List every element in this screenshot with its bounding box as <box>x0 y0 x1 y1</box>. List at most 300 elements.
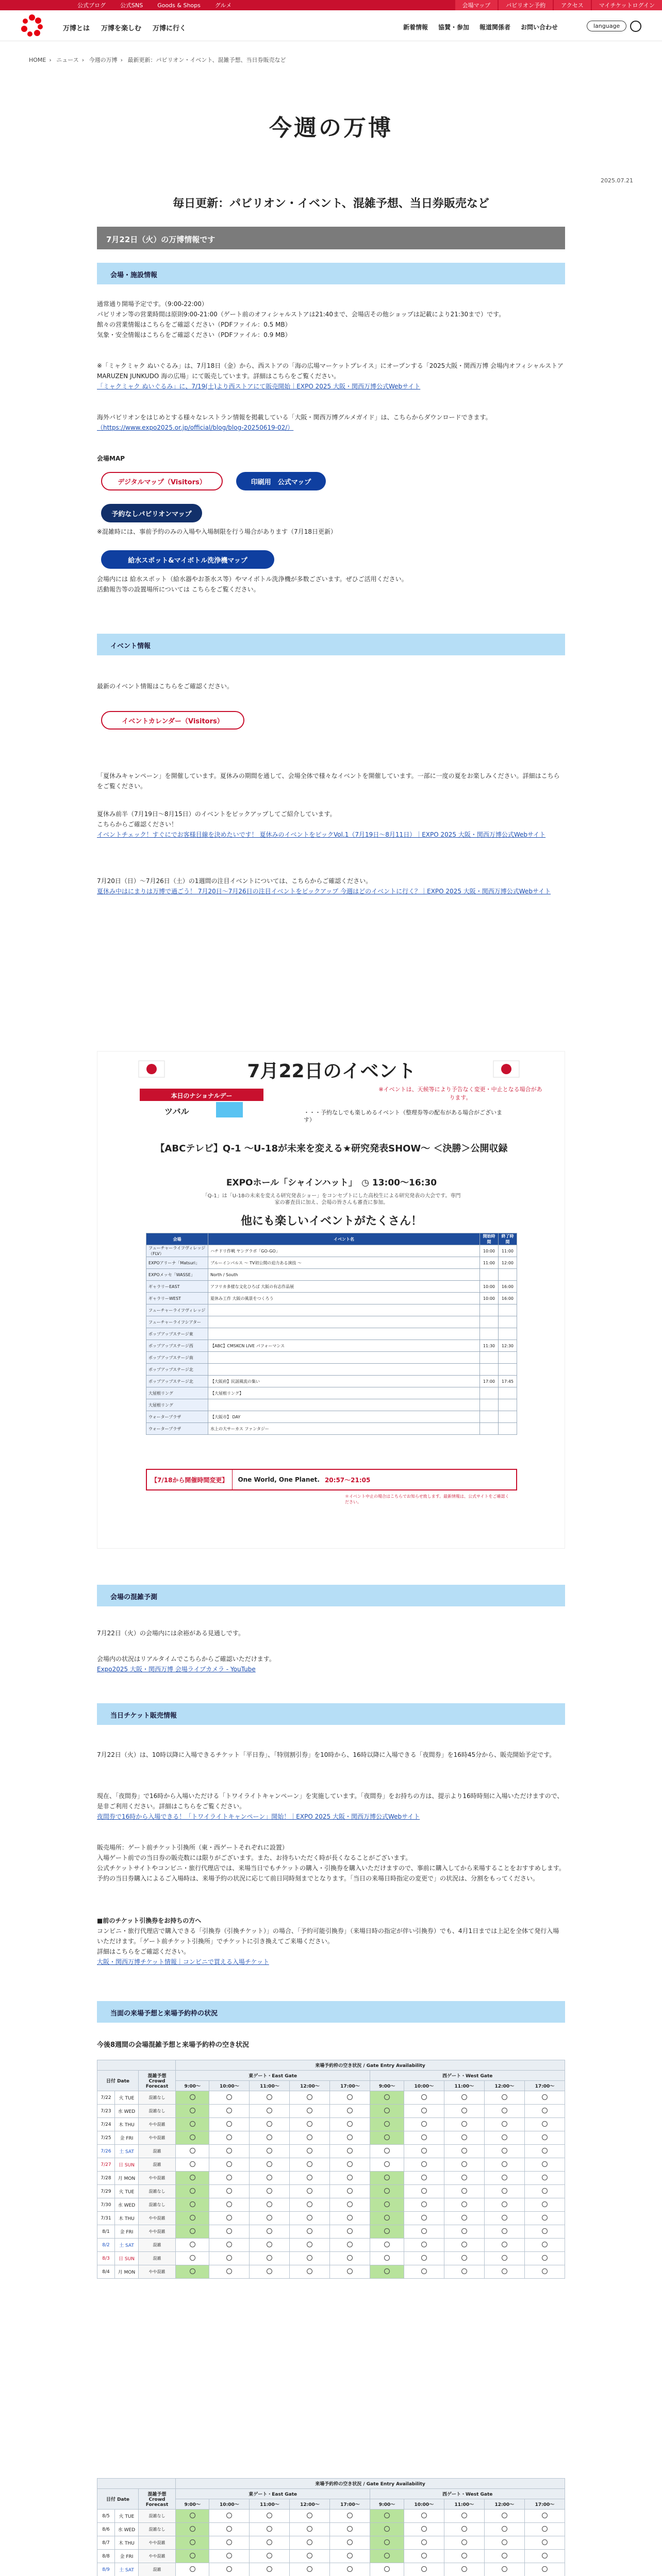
slot-cell <box>444 2212 484 2225</box>
slot-cell <box>404 2563 444 2576</box>
availability-circle-icon <box>461 2175 467 2180</box>
availability-circle-icon <box>267 2215 272 2221</box>
event-calendar-button[interactable]: イベントカレンダー（Visitors） <box>101 711 244 730</box>
tuvalu-flag-icon <box>216 1102 243 1117</box>
slot-cell <box>524 2239 565 2252</box>
event-time-cell: 16:00 <box>499 1281 517 1293</box>
availability-table-1 <box>97 2060 565 2279</box>
slot-cell <box>484 2536 524 2550</box>
slot-cell <box>370 2118 404 2131</box>
slot-cell <box>209 2105 250 2118</box>
event-time-cell <box>499 1423 517 1435</box>
summer-pickup-link[interactable]: イベントチェック！すぐにでお客様目線を決めたいです！ 夏休みのイベントをピックVol.1（7月19日～8月11日）｜EXPO 2025 大阪・関西万博公式Webサイト <box>97 831 546 838</box>
availability-circle-icon <box>421 2094 427 2100</box>
slot-cell <box>209 2225 250 2239</box>
slot-cell <box>444 2172 484 2185</box>
availability-circle-icon <box>542 2539 548 2545</box>
slot-cell <box>484 2212 524 2225</box>
availability-circle-icon <box>307 2134 312 2140</box>
slot-cell <box>524 2563 565 2576</box>
slot-cell <box>484 2239 524 2252</box>
table-row <box>97 2145 565 2158</box>
availability-circle-icon <box>421 2553 427 2558</box>
date-cell: 7/27 <box>97 2158 115 2172</box>
availability-circle-icon <box>502 2526 507 2532</box>
slot-cell <box>176 2145 209 2158</box>
availability-circle-icon <box>384 2134 390 2140</box>
event-poster <box>97 1051 565 1549</box>
weekday-cell: 日 SUN <box>115 2252 139 2265</box>
availability-circle-icon <box>421 2134 427 2140</box>
slot-cell <box>524 2145 565 2158</box>
slot-cell <box>484 2550 524 2563</box>
event-venue-cell: ウォータープラザ <box>146 1423 208 1435</box>
slot-cell <box>484 2252 524 2265</box>
breadcrumb: HOME › ニュース › 今週の万博 › 最新更新：パビリオン・イベント、混雑予想、当日券販売など <box>29 57 286 63</box>
slot-cell <box>444 2563 484 2576</box>
slot-cell <box>290 2536 330 2550</box>
slot-cell <box>176 2510 209 2523</box>
availability-circle-icon <box>190 2513 195 2518</box>
table-header: 会場 <box>146 1233 208 1245</box>
time-slot-header: 11:00〜 <box>444 2081 484 2091</box>
gourmet-info-text: 海外パビリオンをはじめとする様々なレストラン情報を掲載している「大阪・関西万博グルメガイド」は、こちらからダウンロードできます。 （https://www.expo2025.or.jp/official/blog/blog-20250619-02/） <box>97 414 492 431</box>
table-row <box>97 2198 565 2212</box>
weekday-cell: 土 SAT <box>115 2145 139 2158</box>
event-name-cell <box>208 1304 480 1316</box>
slot-cell <box>484 2523 524 2536</box>
availability-circle-icon <box>542 2513 548 2518</box>
event-name-cell: 【大阪市】 DAY <box>208 1411 480 1423</box>
date-cell: 7/26 <box>97 2145 115 2158</box>
availability-circle-icon <box>384 2268 390 2274</box>
availability-circle-icon <box>421 2566 427 2572</box>
table-row <box>146 1364 517 1376</box>
availability-circle-icon <box>542 2108 548 2113</box>
availability-circle-icon <box>502 2134 507 2140</box>
availability-circle-icon <box>542 2526 548 2532</box>
water-facility-link[interactable]: 活動報告等の設置場所については こちらをご覧ください。 <box>97 586 260 593</box>
forecast-cell: 混雑なし <box>139 2185 176 2198</box>
availability-circle-icon <box>347 2255 353 2261</box>
date-cell: 8/5 <box>97 2510 115 2523</box>
event-name-cell: North / South <box>208 1269 480 1281</box>
date-cell: 7/22 <box>97 2091 115 2105</box>
table-row <box>97 2225 565 2239</box>
slot-cell <box>404 2105 444 2118</box>
availability-circle-icon <box>190 2215 195 2221</box>
availability-circle-icon <box>421 2255 427 2261</box>
weekday-cell: 木 THU <box>115 2118 139 2131</box>
availability-circle-icon <box>347 2526 353 2532</box>
availability-circle-icon <box>190 2526 195 2532</box>
table-row <box>97 2563 565 2576</box>
search-icon[interactable] <box>630 21 641 32</box>
event-time-cell: 10:00 <box>480 1293 499 1304</box>
breadcrumb-news[interactable]: ニュース <box>56 57 79 63</box>
availability-circle-icon <box>421 2188 427 2194</box>
slot-cell <box>370 2185 404 2198</box>
availability-circle-icon <box>267 2121 272 2127</box>
forecast-header: 混雑予想 Crowd Forecast <box>139 2489 176 2510</box>
topbar-my-ticket-login-button[interactable]: マイチケットログイン <box>592 0 662 10</box>
night-show-banner: 【7/18から開催時間変更】 One World, One Planet. 20:57〜21:05 <box>146 1469 517 1490</box>
event-time-cell: 11:00 <box>499 1245 517 1257</box>
availability-circle-icon <box>267 2188 272 2194</box>
event-venue-cell: フューチャーライフシアター <box>146 1316 208 1328</box>
slot-cell <box>176 2265 209 2279</box>
availability-circle-icon <box>190 2148 195 2154</box>
slot-cell <box>330 2131 370 2145</box>
slot-cell <box>524 2510 565 2523</box>
slot-cell <box>524 2252 565 2265</box>
availability-circle-icon <box>384 2215 390 2221</box>
live-camera-link[interactable]: Expo2025 大阪・関西万博 会場ライブカメラ - YouTube <box>97 1666 256 1673</box>
table-row <box>146 1387 517 1399</box>
date-cell: 7/23 <box>97 2105 115 2118</box>
event-latest-text: 最新のイベント情報はこちらをご確認ください。 <box>97 683 234 690</box>
slot-cell <box>444 2158 484 2172</box>
topbar-right-group <box>454 0 662 10</box>
slot-cell <box>444 2091 484 2105</box>
slot-cell <box>290 2185 330 2198</box>
time-slot-header: 17:00〜 <box>524 2499 565 2510</box>
availability-circle-icon <box>384 2161 390 2167</box>
availability-circle-icon <box>347 2215 353 2221</box>
availability-circle-icon <box>384 2108 390 2113</box>
breadcrumb-home[interactable]: HOME <box>29 57 46 63</box>
slot-cell <box>444 2185 484 2198</box>
slot-cell <box>524 2091 565 2105</box>
event-time-cell: 16:00 <box>499 1293 517 1304</box>
availability-circle-icon <box>384 2566 390 2572</box>
section-venue-info-heading: 会場・施設情報 <box>97 263 565 284</box>
table-row <box>146 1352 517 1364</box>
forecast-cell: やや混雑 <box>139 2225 176 2239</box>
forecast-header: 混雑予想 Crowd Forecast <box>139 2071 176 2091</box>
nav-participation[interactable]: 協賛・参加 <box>438 24 470 31</box>
table-row <box>97 2118 565 2131</box>
availability-circle-icon <box>267 2513 272 2518</box>
nav-press[interactable]: 報道関係者 <box>479 24 511 31</box>
availability-circle-icon <box>347 2513 353 2518</box>
availability-circle-icon <box>190 2228 195 2234</box>
availability-circle-icon <box>502 2201 507 2207</box>
availability-circle-icon <box>461 2513 467 2518</box>
event-name-cell <box>208 1399 480 1411</box>
slot-cell <box>250 2185 290 2198</box>
slot-cell <box>290 2118 330 2131</box>
slot-cell <box>370 2550 404 2563</box>
table-row <box>97 2131 565 2145</box>
availability-circle-icon <box>307 2513 312 2518</box>
slot-cell <box>209 2252 250 2265</box>
availability-circle-icon <box>421 2513 427 2518</box>
table-header: 来場予約枠の空き状況 / Gate Entry Availability <box>176 2479 565 2489</box>
slot-cell <box>370 2158 404 2172</box>
expo-logo-icon[interactable] <box>20 13 44 38</box>
weekday-cell: 土 SAT <box>115 2239 139 2252</box>
nav-enjoy[interactable]: 万博を楽しむ <box>101 25 142 32</box>
topbar-venue-map-button[interactable]: 会場マップ <box>455 0 498 10</box>
table-header-row <box>97 2060 565 2071</box>
availability-circle-icon <box>502 2121 507 2127</box>
table-row <box>146 1340 517 1352</box>
topbar-access-button[interactable]: アクセス <box>554 0 591 10</box>
table-header-row <box>97 2489 565 2499</box>
topbar-link-sns[interactable]: 公式SNS <box>120 2 143 9</box>
availability-circle-icon <box>461 2553 467 2558</box>
event-time-cell <box>480 1316 499 1328</box>
event-time-cell: 12:00 <box>499 1257 517 1269</box>
topbar-link-gourmet[interactable]: グルメ <box>214 2 232 9</box>
table-row <box>146 1281 517 1293</box>
availability-circle-icon <box>384 2539 390 2545</box>
availability-circle-icon <box>502 2553 507 2558</box>
forecast-cell: やや混雑 <box>139 2172 176 2185</box>
west-gate-header: 西ゲート・West Gate <box>370 2489 565 2499</box>
slot-cell <box>250 2131 290 2145</box>
availability-circle-icon <box>267 2094 272 2100</box>
slot-cell <box>404 2523 444 2536</box>
event-time-cell <box>499 1269 517 1281</box>
slot-cell <box>404 2198 444 2212</box>
slot-cell <box>330 2091 370 2105</box>
event-venue-cell: フューチャーライフヴィレッジ <box>146 1304 208 1316</box>
slot-cell <box>484 2198 524 2212</box>
availability-circle-icon <box>307 2121 312 2127</box>
gourmet-guide-link[interactable]: （https://www.expo2025.or.jp/official/blog/blog-20250619-02/） <box>97 424 294 431</box>
nav-contact[interactable]: お問い合わせ <box>521 24 558 31</box>
availability-circle-icon <box>226 2242 232 2247</box>
slot-cell <box>250 2510 290 2523</box>
slot-cell <box>444 2523 484 2536</box>
slot-cell <box>404 2145 444 2158</box>
availability-circle-icon <box>421 2121 427 2127</box>
slot-cell <box>290 2265 330 2279</box>
availability-circle-icon <box>542 2148 548 2154</box>
availability-circle-icon <box>542 2161 548 2167</box>
slot-cell <box>330 2185 370 2198</box>
event-time-cell: 12:30 <box>499 1340 517 1352</box>
table-row <box>146 1304 517 1316</box>
nav-about[interactable]: 万博とは <box>63 25 90 32</box>
slot-cell <box>330 2118 370 2131</box>
slot-cell <box>209 2563 250 2576</box>
availability-circle-icon <box>461 2228 467 2234</box>
table-row <box>146 1376 517 1387</box>
event-venue-cell: EXPOメッセ「WASSE」 <box>146 1269 208 1281</box>
availability-circle-icon <box>421 2268 427 2274</box>
availability-circle-icon <box>347 2228 353 2234</box>
slot-cell <box>250 2198 290 2212</box>
slot-cell <box>290 2105 330 2118</box>
language-select[interactable]: language <box>587 21 626 31</box>
slot-cell <box>209 2118 250 2131</box>
slot-cell <box>250 2536 290 2550</box>
slot-cell <box>330 2198 370 2212</box>
slot-cell <box>176 2536 209 2550</box>
slot-cell <box>404 2131 444 2145</box>
availability-circle-icon <box>461 2094 467 2100</box>
availability-circle-icon <box>307 2526 312 2532</box>
availability-circle-icon <box>542 2175 548 2180</box>
slot-cell <box>484 2265 524 2279</box>
availability-circle-icon <box>307 2148 312 2154</box>
event-name-cell: ハチドリ作戦 ヤングラボ「GO-GO」 <box>208 1245 480 1257</box>
print-map-button[interactable]: 印刷用 公式マップ <box>236 472 326 490</box>
availability-circle-icon <box>421 2215 427 2221</box>
slot-cell <box>524 2158 565 2172</box>
date-header: 日付 Date <box>97 2489 139 2510</box>
table-row <box>146 1423 517 1435</box>
slot-cell <box>330 2145 370 2158</box>
forecast-cell: やや混雑 <box>139 2118 176 2131</box>
plush-news-link[interactable]: 「ミャクミャク ぬいぐるみ」に、7/19(土)より西ストアにて販売開始｜EXPO 2025 大阪・関西万博公式Webサイト <box>97 383 421 390</box>
event-venue-cell: ポップアップステージ東 <box>146 1328 208 1340</box>
weather-safety-pdf-link[interactable]: 気象・安全情報はこちらをご確認ください（PDFファイル：0.9 MB） <box>97 331 291 338</box>
slot-cell <box>524 2265 565 2279</box>
event-venue-cell: ポップアップステージ北 <box>146 1376 208 1387</box>
slot-cell <box>444 2252 484 2265</box>
event-venue-cell: ポップアップステージ西 <box>146 1340 208 1352</box>
availability-circle-icon <box>226 2134 232 2140</box>
slot-cell <box>330 2105 370 2118</box>
topbar-link-blog[interactable]: 公式ブログ <box>77 2 106 9</box>
slot-cell <box>330 2239 370 2252</box>
event-name-cell <box>208 1364 480 1376</box>
availability-circle-icon <box>384 2242 390 2247</box>
availability-circle-icon <box>347 2148 353 2154</box>
availability-circle-icon <box>190 2108 195 2113</box>
availability-circle-icon <box>542 2134 548 2140</box>
slot-cell <box>370 2172 404 2185</box>
nav-news[interactable]: 新着情報 <box>403 24 428 31</box>
slot-cell <box>250 2158 290 2172</box>
slot-cell <box>444 2198 484 2212</box>
table-row <box>97 2091 565 2105</box>
publish-date: 2025.07.21 <box>601 177 633 184</box>
table-row <box>146 1269 517 1281</box>
slot-cell <box>330 2158 370 2172</box>
slot-cell <box>370 2212 404 2225</box>
availability-circle-icon <box>461 2268 467 2274</box>
table-row <box>97 2172 565 2185</box>
availability-circle-icon <box>190 2175 195 2180</box>
poster-legend-note: ・・・予約なしでも楽しめるイベント（整理券等の配布がある場合がございます） <box>304 1109 502 1123</box>
slot-cell <box>370 2105 404 2118</box>
twilight-campaign-link[interactable]: 夜間券で16時から入場できる！「トワイライトキャンペーン」開始！｜EXPO 2025 大阪・関西万博公式Webサイト <box>97 1813 420 1820</box>
slot-cell <box>290 2091 330 2105</box>
slot-cell <box>444 2225 484 2239</box>
availability-circle-icon <box>226 2161 232 2167</box>
slot-cell <box>484 2118 524 2131</box>
event-name-cell: ブルーインパルス ～ TV初公開の迫力ある演技 ～ <box>208 1257 480 1269</box>
date-cell: 8/8 <box>97 2550 115 2563</box>
availability-circle-icon <box>461 2188 467 2194</box>
availability-circle-icon <box>461 2566 467 2572</box>
table-header: 開始時間 <box>480 1233 499 1245</box>
live-camera-text: 会場内の状況はリアルタイムでこちらからご確認いただけます。 Expo2025 大阪・関西万博 会場ライブカメラ - YouTube <box>97 1655 275 1673</box>
slot-cell <box>176 2158 209 2172</box>
availability-circle-icon <box>267 2255 272 2261</box>
venue-info-text: 通常通り開場予定です。（9:00-22:00） パビリオン等の営業時間は原則9:00-21:00（ゲート前のオフィシャルストアは21:40まで、会場店その他ショップは記載により21:30まで）です。 館々の営業情報はこちらをご確認ください（PDFファイル：0.5 MB） 気象・安全情報はこちらをご確認ください（PDFファイル：0.9 MB） <box>97 299 565 340</box>
topbar-link-goods[interactable]: Goods & Shops <box>157 2 201 9</box>
table-row <box>97 2105 565 2118</box>
section-event-heading: イベント情報 <box>97 634 565 655</box>
water-spot-map-button[interactable]: 給水スポット&マイボトル洗浄機マップ <box>101 550 274 569</box>
availability-subheading: 今後8週間の会場混雑予想と来場予約枠の空き状況 <box>97 2041 250 2049</box>
nav-visit[interactable]: 万博に行く <box>153 25 187 32</box>
slot-cell <box>209 2185 250 2198</box>
table-row <box>146 1293 517 1304</box>
top-utility-bar <box>0 0 662 10</box>
availability-circle-icon <box>226 2215 232 2221</box>
weekly-pickup-link[interactable]: 夏休み中はにまりは万博で過ごう！ 7月20日～7月26日の注目イベントをピックアップ 今週はどのイベントに行く？｜EXPO 2025 大阪・関西万博公式Webサイト <box>97 888 551 895</box>
availability-circle-icon <box>384 2188 390 2194</box>
event-venue-cell: ポップアップステージ南 <box>146 1352 208 1364</box>
availability-circle-icon <box>542 2553 548 2558</box>
availability-circle-icon <box>347 2161 353 2167</box>
slot-cell <box>209 2198 250 2212</box>
availability-circle-icon <box>502 2148 507 2154</box>
ticket-info-link[interactable]: 大阪・関西万博チケット情報｜コンビニで買える入場チケット <box>97 1958 269 1965</box>
topbar-pavilion-reserve-button[interactable]: パビリオン予約 <box>499 0 553 10</box>
availability-circle-icon <box>226 2108 232 2113</box>
slot-cell <box>330 2536 370 2550</box>
event-venue-cell: 大屋根リング <box>146 1387 208 1399</box>
slot-cell <box>176 2185 209 2198</box>
availability-circle-icon <box>226 2201 232 2207</box>
time-slot-header: 10:00〜 <box>209 2081 250 2091</box>
digital-map-button[interactable]: デジタルマップ（Visitors） <box>101 472 223 490</box>
availability-circle-icon <box>421 2526 427 2532</box>
slot-cell <box>370 2265 404 2279</box>
main-nav <box>63 23 197 32</box>
slot-cell <box>524 2105 565 2118</box>
availability-circle-icon <box>347 2134 353 2140</box>
slot-cell <box>404 2158 444 2172</box>
availability-circle-icon <box>461 2242 467 2247</box>
slot-cell <box>404 2172 444 2185</box>
slot-cell <box>209 2510 250 2523</box>
no-reservation-pavilion-map-button[interactable]: 予約なしパビリオンマップ <box>101 504 202 522</box>
availability-circle-icon <box>461 2121 467 2127</box>
slot-cell <box>209 2145 250 2158</box>
event-venue-cell: 大屋根リング <box>146 1399 208 1411</box>
venue-status-pdf-link[interactable]: 館々の営業情報はこちらをご確認ください（PDFファイル：0.5 MB） <box>97 321 291 328</box>
slot-cell <box>330 2252 370 2265</box>
availability-circle-icon <box>307 2161 312 2167</box>
slot-cell <box>250 2265 290 2279</box>
date-cell: 8/6 <box>97 2523 115 2536</box>
availability-circle-icon <box>461 2148 467 2154</box>
table-header-row <box>97 2479 565 2489</box>
slot-cell <box>209 2536 250 2550</box>
table-row <box>97 2252 565 2265</box>
availability-circle-icon <box>226 2566 232 2572</box>
slot-cell <box>404 2118 444 2131</box>
time-slot-header: 17:00〜 <box>330 2499 370 2510</box>
event-time-cell <box>499 1399 517 1411</box>
event-time-cell <box>480 1411 499 1423</box>
availability-circle-icon <box>307 2228 312 2234</box>
slot-cell <box>290 2510 330 2523</box>
slot-cell <box>524 2131 565 2145</box>
breadcrumb-this-week[interactable]: 今週の万博 <box>89 57 118 63</box>
slot-cell <box>290 2252 330 2265</box>
event-time-cell <box>499 1328 517 1340</box>
